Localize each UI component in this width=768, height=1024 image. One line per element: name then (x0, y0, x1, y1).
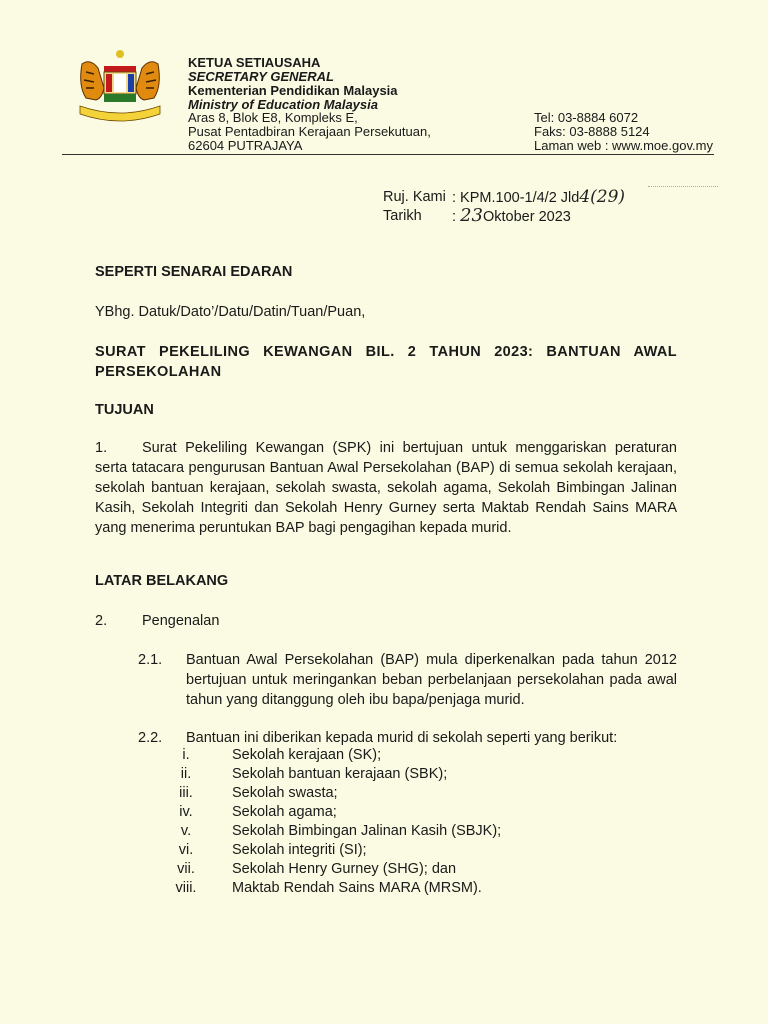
list-item-number: vi. (178, 842, 194, 858)
letterhead-title: KETUA SETIAUSAHA (188, 55, 321, 70)
list-item-number: viii. (175, 880, 197, 896)
list-item-number: iv. (179, 804, 193, 820)
paragraph-1-number: 1. (95, 440, 108, 456)
list-item-number: ii. (180, 766, 192, 782)
address-line-3: 62604 PUTRAJAYA (188, 138, 303, 153)
subject: SURAT PEKELILING KEWANGAN BIL. 2 TAHUN 2023: BANTUAN AWAL PERSEKOLAHAN (95, 344, 677, 380)
letterhead-title-en: SECRETARY GENERAL (188, 69, 334, 84)
ministry-name: Kementerian Pendidikan Malaysia (188, 83, 398, 98)
address-line-1: Aras 8, Blok E8, Kompleks E, (188, 110, 358, 125)
paragraph-2-1-number: 2.1. (138, 652, 163, 668)
date-value-row (452, 206, 571, 227)
list-item-text: Sekolah integriti (SI); (232, 842, 367, 858)
latar-heading: LATAR BELAKANG (95, 573, 229, 589)
list-item-number: vii. (177, 861, 195, 877)
list-item-text: Sekolah Henry Gurney (SHG); dan (232, 861, 457, 877)
paragraph-1-text: Surat Pekeliling Kewangan (SPK) ini bertujuan untuk menggariskan peraturan serta tatacara pengurusan Bantuan Awal Persekolahan (BAP) di semua sekolah kerajaan, sekolah bantuan kerajaan, sekolah swasta, sekolah agama, Sekolah Bimbingan Jalinan Kasih, Sekolah Integriti dan Sekolah Henry Gurney serta Maktab Rendah Sains MARA yang menerima peruntukan BAP bagi pengagihan kepada murid. (95, 440, 677, 536)
ministry-name-en: Ministry of Education Malaysia (188, 97, 378, 112)
paragraph-1 (95, 438, 677, 538)
paragraph-2-1-text: Bantuan Awal Persekolahan (BAP) mula diperkenalkan pada tahun 2012 bertujuan untuk meringankan beban perbelanjaan persekolahan pada awal tahun yang ditanggung oleh ibu bapa/penjaga murid. (186, 652, 677, 708)
paragraph-2-number: 2. (95, 613, 108, 629)
list-item-text: Sekolah bantuan kerajaan (SBK); (232, 766, 448, 782)
tel-number: Tel: 03-8884 6072 (534, 110, 639, 125)
ref-dotted-mark (648, 186, 718, 187)
date-colon: : (452, 209, 457, 225)
date-value: Oktober 2023 (482, 209, 571, 225)
list-item-number: iii. (179, 785, 193, 801)
list-item-text: Sekolah agama; (232, 804, 337, 820)
salutation: YBhg. Datuk/Dato’/Datu/Datin/Tuan/Puan, (95, 304, 366, 320)
list-item-text: Maktab Rendah Sains MARA (MRSM). (232, 880, 482, 896)
ref-value: : KPM.100-1/4/2 Jld (452, 190, 580, 206)
date-handwritten: 23 (460, 205, 483, 226)
list-item-number: v. (180, 823, 192, 839)
list-item-text: Sekolah swasta; (232, 785, 338, 801)
paragraph-2-title: Pengenalan (142, 613, 220, 629)
header-divider (62, 154, 714, 155)
address-line-2: Pusat Pentadbiran Kerajaan Persekutuan, (188, 124, 431, 139)
fax-number: Faks: 03-8888 5124 (534, 124, 650, 139)
ref-handwritten: 4(29) (579, 187, 626, 207)
list-item-number: i. (182, 747, 190, 763)
ref-label: Ruj. Kami (383, 189, 446, 205)
list-item-text: Sekolah kerajaan (SK); (232, 747, 382, 763)
date-label: Tarikh (383, 208, 422, 224)
website: Laman web : www.moe.gov.my (534, 138, 713, 153)
recipient: SEPERTI SENARAI EDARAN (95, 264, 293, 280)
paragraph-2-2-number: 2.2. (138, 730, 163, 746)
coat-of-arms-logo (70, 48, 170, 124)
list-item-text: Sekolah Bimbingan Jalinan Kasih (SBJK); (232, 823, 502, 839)
paragraph-2-2-text: Bantuan ini diberikan kepada murid di sekolah seperti yang berikut: (186, 730, 618, 746)
tujuan-heading: TUJUAN (95, 402, 154, 418)
